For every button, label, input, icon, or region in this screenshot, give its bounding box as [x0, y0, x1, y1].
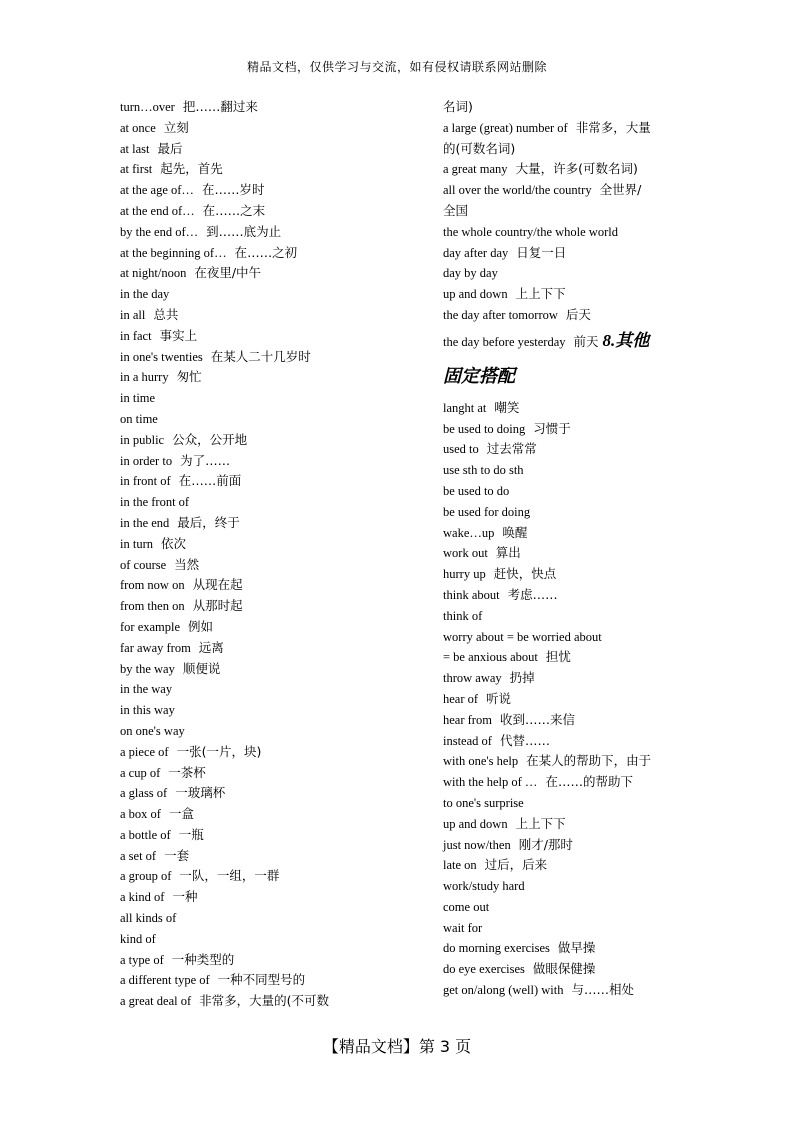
phrase-zh: 的(可数名词)	[443, 140, 516, 156]
phrase-zh: 上上下下	[515, 286, 566, 302]
phrase-line	[120, 804, 420, 825]
phrase-line	[443, 97, 743, 118]
phrase-en: at the age of…	[120, 183, 194, 198]
phrase-zh: 依次	[160, 535, 186, 551]
phrase-zh: 一盒	[168, 806, 194, 822]
phrase-zh: 一套	[164, 847, 190, 863]
phrase-en: in fact	[120, 328, 152, 343]
phrase-en: a set of	[120, 848, 157, 863]
phrase-zh: 在……前面	[178, 473, 242, 489]
phrase-en: come out	[443, 899, 490, 914]
phrase-en: kind of	[120, 931, 156, 946]
left-column	[120, 97, 420, 1012]
phrase-zh: 全世界/	[599, 182, 642, 198]
phrase-en: day after day	[443, 245, 509, 260]
phrase-en: hear of	[443, 691, 479, 706]
phrase-line	[120, 118, 420, 139]
phrase-zh: 习惯于	[533, 420, 571, 436]
phrase-line	[443, 460, 743, 481]
phrase-line	[443, 523, 743, 544]
phrase-line	[443, 139, 743, 160]
phrase-en: for example	[120, 619, 181, 634]
phrase-zh: 日复一日	[516, 244, 567, 260]
phrase-en: from now on	[120, 578, 185, 593]
phrase-line	[120, 180, 420, 201]
phrase-zh: 在……之初	[234, 244, 298, 260]
phrase-en: by the end of…	[120, 224, 199, 239]
phrase-en: in the day	[120, 287, 170, 302]
phrase-line	[120, 596, 420, 617]
phrase-zh: 到……底为止	[206, 223, 282, 239]
phrase-en: just now/then	[443, 837, 511, 852]
phrase-zh: 从那时起	[192, 598, 243, 614]
phrase-en: used to	[443, 442, 479, 457]
phrase-line	[120, 201, 420, 222]
phrase-en: a great many	[443, 162, 508, 177]
phrase-line	[443, 439, 743, 460]
phrase-en: of course	[120, 557, 167, 572]
phrase-line	[120, 347, 420, 368]
phrase-zh: 在……之末	[202, 202, 266, 218]
phrase-en: hear from	[443, 712, 492, 727]
phrase-line	[120, 159, 420, 180]
phrase-line	[120, 763, 420, 784]
phrase-line	[443, 564, 743, 585]
phrase-line	[120, 721, 420, 742]
phrase-en: at first	[120, 162, 153, 177]
phrase-en: throw away	[443, 671, 502, 686]
phrase-en: at the end of…	[120, 203, 195, 218]
phrase-line	[443, 647, 743, 668]
phrase-line	[443, 710, 743, 731]
phrase-line	[120, 825, 420, 846]
phrase-zh: 非常多，大量	[575, 119, 651, 135]
phrase-zh: 全国	[443, 202, 469, 218]
phrase-zh: 当然	[174, 556, 200, 572]
phrase-line	[443, 876, 743, 897]
phrase-line	[443, 481, 743, 502]
phrase-en: a box of	[120, 807, 161, 822]
phrase-zh: 代替……	[499, 732, 550, 748]
phrase-zh: 名词)	[443, 99, 473, 114]
phrase-line	[120, 846, 420, 867]
phrase-zh: 一种不同型号的	[217, 972, 306, 988]
phrase-zh: 在夜里/中午	[194, 265, 262, 281]
phrase-line	[120, 139, 420, 160]
phrase-en: a glass of	[120, 786, 168, 801]
phrase-zh: 收到……来信	[499, 711, 575, 727]
phrase-line	[120, 783, 420, 804]
phrase-line	[443, 201, 743, 222]
phrase-zh: 过后，后来	[484, 857, 548, 873]
section-title-line	[443, 356, 743, 398]
phrase-line	[120, 887, 420, 908]
phrase-en: do eye exercises	[443, 962, 525, 977]
phrase-line	[443, 419, 743, 440]
phrase-line	[120, 950, 420, 971]
phrase-zh: 在某人二十几岁时	[210, 348, 311, 364]
phrase-line	[120, 742, 420, 763]
phrase-zh: 一张(一片，块)	[176, 743, 262, 759]
phrase-en: be used for doing	[443, 504, 531, 519]
phrase-zh: 最后	[157, 140, 183, 156]
phrase-line	[120, 243, 420, 264]
phrase-zh: 事实上	[159, 327, 198, 343]
phrase-zh: 一种	[172, 889, 198, 905]
phrase-line	[443, 793, 743, 814]
phrase-zh: 一茶杯	[168, 764, 206, 780]
phrase-en: wait for	[443, 920, 483, 935]
phrase-en: day by day	[443, 266, 498, 281]
phrase-zh: 嘲笑	[494, 399, 520, 415]
phrase-en: work/study hard	[443, 879, 525, 894]
phrase-en: in public	[120, 432, 165, 447]
phrase-line	[120, 305, 420, 326]
phrase-line	[443, 855, 743, 876]
phrase-zh: 过去常常	[486, 441, 537, 457]
phrase-line	[120, 679, 420, 700]
phrase-line	[120, 700, 420, 721]
phrase-en: wake…up	[443, 525, 495, 540]
phrase-en: a great deal of	[120, 994, 192, 1009]
phrase-en: instead of	[443, 733, 492, 748]
phrase-line	[120, 908, 420, 929]
phrase-line	[443, 897, 743, 918]
phrase-zh: 远离	[198, 639, 224, 655]
phrase-line	[443, 243, 743, 264]
phrase-line	[443, 118, 743, 139]
phrase-en: use sth to do sth	[443, 463, 524, 478]
phrase-en: in this way	[120, 703, 175, 718]
phrase-en: with one's help	[443, 754, 519, 769]
phrase-zh: 非常多，大量的(不可数	[199, 993, 330, 1009]
phrase-zh: 匆忙	[176, 369, 202, 385]
phrase-en: turn…over	[120, 100, 175, 114]
phrase-zh: 从现在起	[192, 577, 243, 593]
phrase-line	[120, 451, 420, 472]
phrase-line	[443, 284, 743, 305]
phrase-en: the day before yesterday	[443, 334, 566, 349]
phrase-zh: 一玻璃杯	[175, 785, 226, 801]
phrase-zh: 做早操	[557, 940, 596, 956]
phrase-en: get on/along (well) with	[443, 983, 564, 998]
phrase-zh: 在……岁时	[201, 182, 265, 198]
phrase-en: in a hurry	[120, 370, 169, 385]
phrase-en: a cup of	[120, 765, 161, 780]
phrase-zh: 后天	[565, 306, 591, 322]
phrase-line	[120, 471, 420, 492]
phrase-en: a kind of	[120, 890, 165, 905]
phrase-zh: 在某人的帮助下，由于	[526, 753, 652, 769]
phrase-line	[443, 980, 743, 1001]
phrase-en: from then on	[120, 599, 185, 614]
phrase-line	[120, 991, 420, 1012]
section-entry-line	[443, 326, 743, 356]
phrase-en: think about	[443, 587, 500, 602]
phrase-zh: 例如	[188, 618, 214, 634]
phrase-line	[120, 970, 420, 991]
phrase-en: in turn	[120, 536, 153, 551]
phrase-zh: 听说	[486, 690, 512, 706]
phrase-line	[443, 585, 743, 606]
phrase-line	[120, 513, 420, 534]
phrase-line	[443, 959, 743, 980]
phrase-zh: 算出	[495, 545, 521, 561]
phrase-line	[443, 222, 743, 243]
phrase-zh: 扔掉	[509, 670, 535, 686]
phrase-line	[120, 284, 420, 305]
phrase-line	[120, 367, 420, 388]
phrase-zh: 一种类型的	[171, 951, 235, 967]
phrase-en: in order to	[120, 453, 173, 468]
phrase-zh: 刚才/那时	[518, 836, 573, 852]
phrase-en: a type of	[120, 952, 164, 967]
phrase-line	[120, 617, 420, 638]
phrase-line	[443, 751, 743, 772]
phrase-line	[443, 689, 743, 710]
page-header: 精品文档，仅供学习与交流，如有侵权请联系网站删除	[246, 60, 547, 74]
phrase-line	[120, 929, 420, 950]
phrase-line	[120, 326, 420, 347]
phrase-zh: 总共	[153, 306, 179, 322]
phrase-zh: 上上下下	[515, 815, 566, 831]
phrase-line	[443, 305, 743, 326]
phrase-zh: 把……翻过来	[182, 99, 258, 114]
phrase-en: up and down	[443, 287, 508, 302]
phrase-en: think of	[443, 608, 483, 623]
phrase-en: at the beginning of…	[120, 245, 227, 260]
phrase-en: a group of	[120, 869, 172, 884]
phrase-line	[443, 731, 743, 752]
phrase-en: a piece of	[120, 744, 169, 759]
phrase-en: at night/noon	[120, 266, 187, 281]
phrase-line	[443, 918, 743, 939]
phrase-en: the day after tomorrow	[443, 307, 558, 322]
phrase-zh: 在……的帮助下	[545, 774, 633, 790]
section-label: 8.其他	[602, 330, 650, 350]
phrase-line	[120, 575, 420, 596]
phrase-en: be used to doing	[443, 421, 526, 436]
phrase-line	[443, 180, 743, 201]
phrase-zh: 顺便说	[182, 660, 221, 676]
phrase-en: to one's surprise	[443, 795, 524, 810]
phrase-line	[120, 388, 420, 409]
phrase-line	[120, 222, 420, 243]
phrase-line	[120, 659, 420, 680]
phrase-en: in front of	[120, 474, 171, 489]
phrase-en: = be anxious about	[443, 650, 538, 665]
phrase-en: at once	[120, 120, 156, 135]
phrase-en: langht at	[443, 400, 487, 415]
phrase-en: in time	[120, 391, 156, 406]
phrase-zh: 公众，公开地	[172, 431, 248, 447]
phrase-en: a different type of	[120, 973, 210, 988]
phrase-en: in all	[120, 307, 146, 322]
phrase-line	[443, 627, 743, 648]
phrase-line	[120, 534, 420, 555]
phrase-en: on time	[120, 411, 158, 426]
phrase-line	[120, 263, 420, 284]
phrase-line	[443, 668, 743, 689]
phrase-line	[120, 97, 420, 118]
phrase-en: in one's twenties	[120, 349, 203, 364]
phrase-en: in the end	[120, 515, 170, 530]
phrase-zh: 一瓶	[178, 826, 204, 842]
phrase-line	[443, 263, 743, 284]
phrase-zh: 做眼保健操	[532, 961, 596, 977]
phrase-en: late on	[443, 858, 477, 873]
phrase-zh: 担忧	[545, 649, 571, 665]
phrase-en: work out	[443, 546, 488, 561]
section-title: 固定搭配	[443, 365, 515, 387]
phrase-en: all kinds of	[120, 911, 177, 926]
phrase-line	[443, 502, 743, 523]
page-footer: 【精品文档】第 3 页	[322, 1037, 472, 1056]
phrase-line	[443, 398, 743, 419]
phrase-en: far away from	[120, 640, 191, 655]
phrase-en: in the way	[120, 682, 173, 697]
phrase-en: do morning exercises	[443, 941, 550, 956]
phrase-zh: 最后，终于	[177, 514, 240, 530]
phrase-zh: 与……相处	[571, 982, 634, 998]
phrase-en: all over the world/the country	[443, 183, 592, 198]
phrase-zh: 前天	[573, 333, 599, 349]
phrase-line	[443, 159, 743, 180]
phrase-line	[443, 835, 743, 856]
phrase-zh: 一队，一组，一群	[179, 868, 280, 884]
phrase-line	[120, 866, 420, 887]
phrase-en: a large (great) number of	[443, 120, 568, 135]
phrase-line	[120, 430, 420, 451]
phrase-zh: 唤醒	[502, 524, 528, 540]
phrase-line	[120, 555, 420, 576]
phrase-en: on one's way	[120, 723, 185, 738]
phrase-line	[120, 492, 420, 513]
phrase-en: by the way	[120, 661, 175, 676]
phrase-zh: 立刻	[163, 119, 189, 135]
phrase-en: be used to do	[443, 483, 510, 498]
phrase-zh: 为了……	[180, 452, 231, 468]
phrase-line	[443, 606, 743, 627]
phrase-zh: 赶快，快点	[493, 566, 557, 582]
phrase-en: with the help of …	[443, 775, 538, 790]
phrase-zh: 起先，首先	[160, 161, 223, 177]
phrase-en: hurry up	[443, 567, 486, 582]
phrase-line	[120, 638, 420, 659]
phrase-line	[443, 814, 743, 835]
phrase-en: up and down	[443, 816, 508, 831]
phrase-en: a bottle of	[120, 827, 171, 842]
phrase-line	[443, 543, 743, 564]
phrase-line	[443, 938, 743, 959]
phrase-zh: 考虑……	[507, 586, 558, 602]
phrase-en: the whole country/the whole world	[443, 224, 618, 239]
phrase-en: worry about = be worried about	[443, 629, 602, 644]
phrase-line	[120, 409, 420, 430]
right-column	[443, 97, 743, 1001]
phrase-en: in the front of	[120, 495, 190, 510]
phrase-zh: 大量，许多(可数名词)	[515, 161, 638, 177]
phrase-line	[443, 772, 743, 793]
phrase-en: at last	[120, 141, 150, 156]
